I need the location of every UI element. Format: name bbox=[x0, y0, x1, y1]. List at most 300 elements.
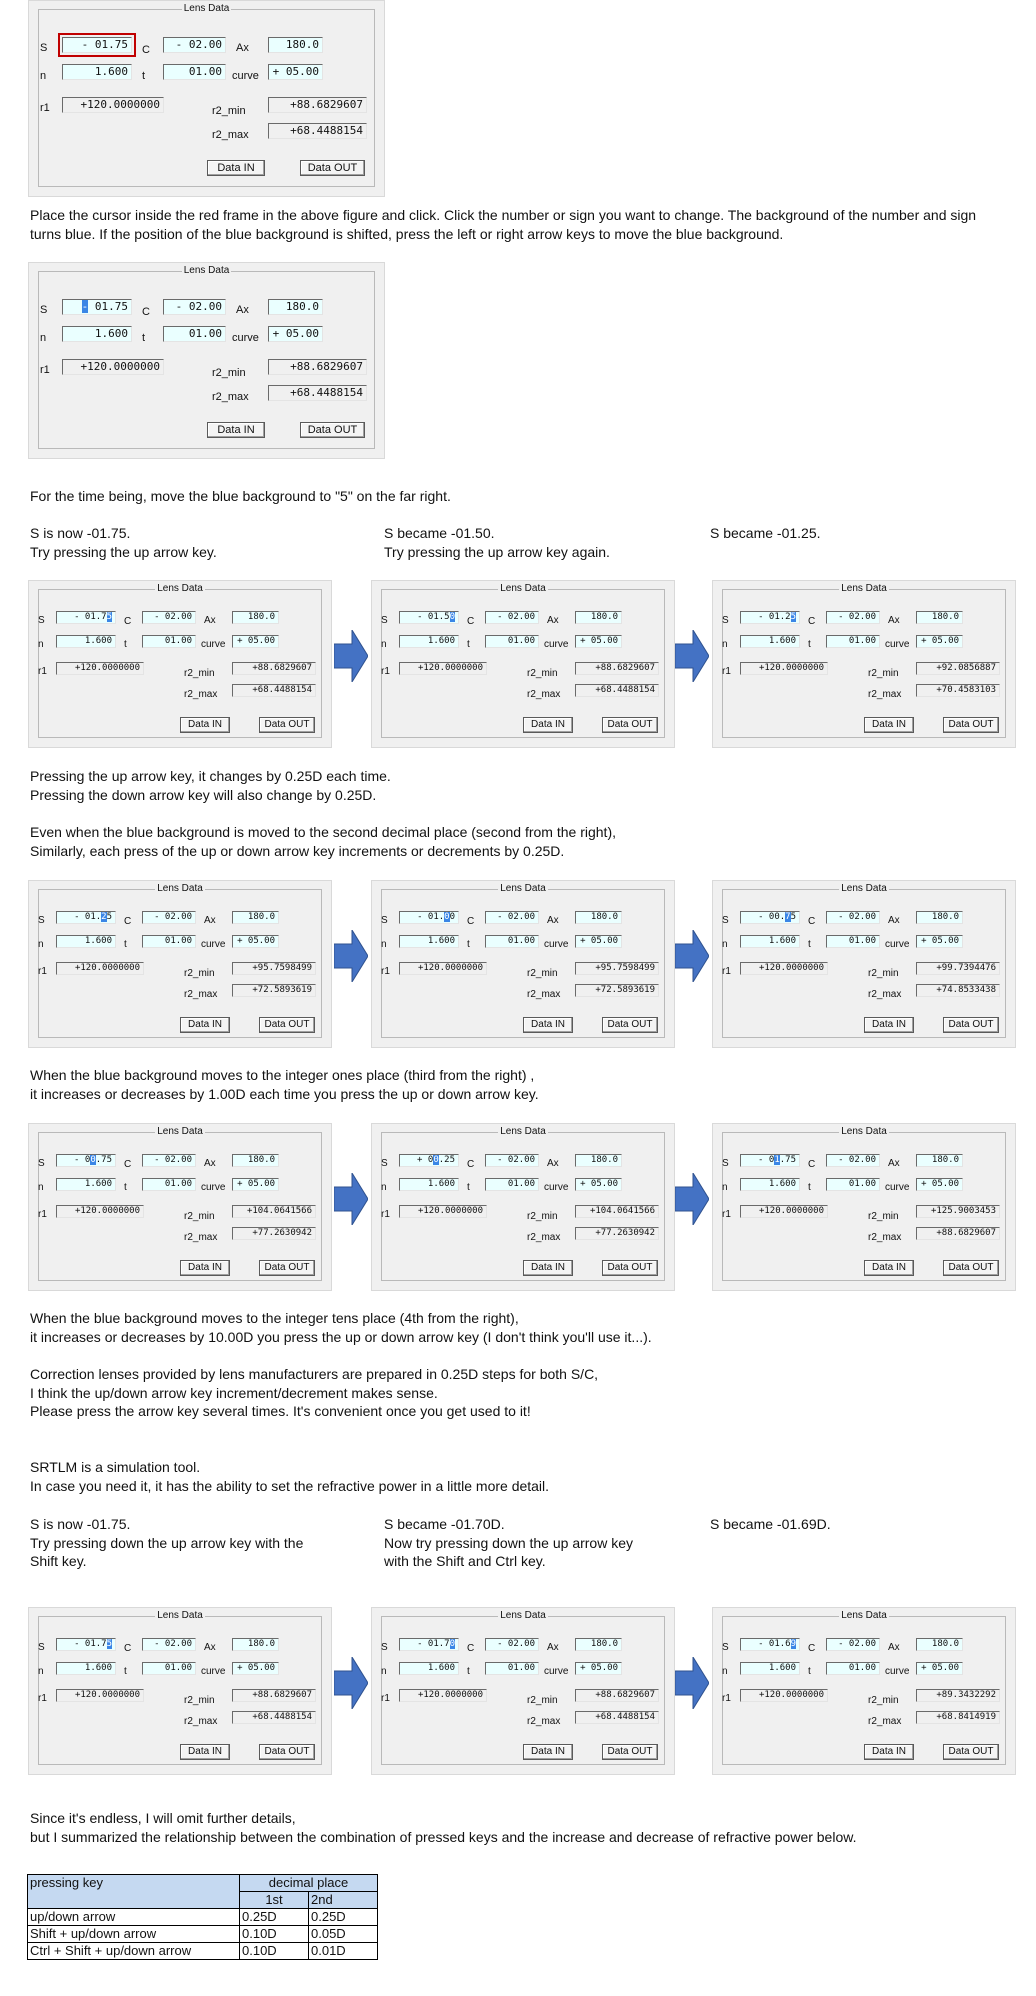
s-input[interactable]: - 01.25 bbox=[56, 911, 116, 924]
t-input[interactable]: 01.00 bbox=[163, 326, 226, 342]
label-s: S bbox=[40, 304, 48, 316]
data-in-button[interactable]: Data IN bbox=[523, 717, 573, 733]
instruction-paragraph: SRTLM is a simulation tool. In case you need it, it has the ability to set the refractive power in a little more detail. bbox=[30, 1459, 550, 1494]
label-c: C bbox=[124, 1643, 132, 1654]
data-out-button[interactable]: Data OUT bbox=[259, 1017, 315, 1033]
cursor-highlight: 0 bbox=[90, 1155, 96, 1165]
step-caption: S is now -01.75. Try pressing down the up arrow key with the Shift key. bbox=[30, 1516, 304, 1569]
cursor-highlight: 0 bbox=[444, 912, 450, 922]
label-r2-max: r2_max bbox=[527, 689, 561, 700]
label-r2-min: r2_min bbox=[868, 1211, 899, 1222]
dialog-title: Lens Data bbox=[157, 583, 203, 594]
label-r1: r1 bbox=[722, 666, 731, 677]
data-in-button[interactable]: Data IN bbox=[180, 1744, 230, 1760]
ax-input[interactable]: 180.0 bbox=[268, 299, 323, 315]
label-n: n bbox=[722, 1182, 728, 1193]
curve-input[interactable]: + 05.00 bbox=[916, 935, 963, 948]
data-in-button[interactable]: Data IN bbox=[864, 1744, 914, 1760]
r2-max-value: +68.4488154 bbox=[268, 385, 367, 401]
t-input[interactable]: 01.00 bbox=[826, 1178, 880, 1191]
n-input[interactable]: 1.600 bbox=[399, 1178, 459, 1191]
label-ax: Ax bbox=[236, 42, 249, 54]
right-arrow-icon bbox=[675, 1657, 709, 1709]
t-input[interactable]: 01.00 bbox=[485, 635, 539, 648]
label-r1: r1 bbox=[38, 1693, 47, 1704]
lens-data-dialog bbox=[371, 1123, 675, 1291]
data-out-button[interactable]: Data OUT bbox=[259, 1260, 315, 1276]
lens-data-dialog bbox=[371, 1607, 675, 1775]
label-r2-min: r2_min bbox=[527, 1695, 558, 1706]
n-input[interactable]: 1.600 bbox=[56, 1662, 116, 1675]
label-r2-min: r2_min bbox=[184, 1211, 215, 1222]
c-input[interactable]: - 02.00 bbox=[142, 1154, 196, 1167]
lens-data-dialog bbox=[28, 1123, 332, 1291]
label-s: S bbox=[381, 1158, 388, 1169]
t-input[interactable]: 01.00 bbox=[163, 64, 226, 80]
ax-input[interactable]: 180.0 bbox=[232, 611, 279, 624]
s-input[interactable]: - 01.75 bbox=[56, 611, 116, 624]
data-in-button[interactable]: Data IN bbox=[523, 1260, 573, 1276]
s-input[interactable]: - 01.70 bbox=[399, 1638, 459, 1651]
dialog-title: Lens Data bbox=[183, 265, 230, 276]
label-s: S bbox=[40, 42, 48, 54]
label-r1: r1 bbox=[381, 966, 390, 977]
t-input[interactable]: 01.00 bbox=[485, 935, 539, 948]
n-input[interactable]: 1.600 bbox=[740, 1178, 800, 1191]
label-ax: Ax bbox=[547, 1158, 559, 1169]
ax-input[interactable]: 180.0 bbox=[268, 37, 323, 53]
c-input[interactable]: - 02.00 bbox=[826, 1638, 880, 1651]
label-ax: Ax bbox=[547, 915, 559, 926]
cursor-highlight: 2 bbox=[101, 912, 107, 922]
step-caption: S became -01.69D. bbox=[710, 1516, 831, 1532]
data-out-button[interactable]: Data OUT bbox=[943, 1017, 999, 1033]
c-input[interactable]: - 02.00 bbox=[142, 611, 196, 624]
label-r1: r1 bbox=[722, 966, 731, 977]
label-c: C bbox=[142, 306, 150, 318]
label-r1: r1 bbox=[381, 666, 390, 677]
ax-input[interactable]: 180.0 bbox=[575, 1154, 622, 1167]
r2-max-value: +74.8533438 bbox=[916, 984, 1000, 997]
r1-value: +120.0000000 bbox=[399, 1689, 487, 1702]
label-c: C bbox=[467, 1159, 475, 1170]
cursor-highlight: 0 bbox=[433, 1155, 439, 1165]
label-c: C bbox=[808, 916, 816, 927]
dialog-title: Lens Data bbox=[183, 3, 230, 14]
header-1st: 1st bbox=[240, 1892, 309, 1909]
n-input[interactable]: 1.600 bbox=[56, 935, 116, 948]
s-input[interactable]: - 01.75 bbox=[62, 37, 132, 53]
instruction-paragraph: When the blue background moves to the integer ones place (third from the right) , it increases or decreases by 1.00D each time you press the up or down arrow key. bbox=[30, 1067, 539, 1102]
ax-input[interactable]: 180.0 bbox=[575, 611, 622, 624]
label-c: C bbox=[808, 1159, 816, 1170]
label-s: S bbox=[722, 1158, 729, 1169]
data-in-button[interactable]: Data IN bbox=[180, 1260, 230, 1276]
label-r2-max: r2_max bbox=[212, 391, 249, 403]
label-c: C bbox=[808, 616, 816, 627]
label-t: t bbox=[808, 939, 811, 950]
step-caption: S became -01.25. bbox=[710, 525, 821, 541]
label-s: S bbox=[722, 1642, 729, 1653]
label-r2-min: r2_min bbox=[212, 367, 246, 379]
label-r2-min: r2_min bbox=[184, 668, 215, 679]
c-input[interactable]: - 02.00 bbox=[485, 611, 539, 624]
r1-value: +120.0000000 bbox=[62, 359, 164, 375]
ax-input[interactable]: 180.0 bbox=[575, 911, 622, 924]
data-in-button[interactable]: Data IN bbox=[207, 160, 265, 176]
n-input[interactable]: 1.600 bbox=[62, 326, 132, 342]
table-cell: 0.10D bbox=[240, 1926, 309, 1943]
dialog-title: Lens Data bbox=[841, 1610, 887, 1621]
label-r1: r1 bbox=[722, 1693, 731, 1704]
curve-input[interactable]: + 05.00 bbox=[232, 635, 279, 648]
label-curve: curve bbox=[544, 1666, 569, 1677]
s-input[interactable]: - 01.50 bbox=[399, 611, 459, 624]
data-out-button[interactable]: Data OUT bbox=[602, 1017, 658, 1033]
curve-input[interactable]: + 05.00 bbox=[575, 935, 622, 948]
r2-max-value: +68.4488154 bbox=[232, 684, 316, 697]
r2-min-value: +92.0856887 bbox=[916, 662, 1000, 675]
label-r2-min: r2_min bbox=[868, 1695, 899, 1706]
s-input[interactable]: - 01.75 bbox=[56, 1638, 116, 1651]
label-curve: curve bbox=[885, 639, 910, 650]
t-input[interactable]: 01.00 bbox=[826, 635, 880, 648]
data-out-button[interactable]: Data OUT bbox=[300, 422, 365, 438]
label-t: t bbox=[808, 1182, 811, 1193]
c-input[interactable]: - 02.00 bbox=[826, 1154, 880, 1167]
instruction-paragraph: Even when the blue background is moved to the second decimal place (second from the right), Similarly, each press of the up or down arrow key increments or decrements by 0.25D. bbox=[30, 824, 616, 859]
label-r2-min: r2_min bbox=[527, 668, 558, 679]
ax-input[interactable]: 180.0 bbox=[916, 1638, 963, 1651]
label-r2-min: r2_min bbox=[212, 105, 246, 117]
label-c: C bbox=[808, 1643, 816, 1654]
r1-value: +120.0000000 bbox=[740, 1205, 828, 1218]
label-curve: curve bbox=[544, 639, 569, 650]
dialog-title: Lens Data bbox=[157, 1610, 203, 1621]
n-input[interactable]: 1.600 bbox=[56, 1178, 116, 1191]
s-input[interactable]: - 01.75 bbox=[740, 1154, 800, 1167]
label-t: t bbox=[467, 1182, 470, 1193]
t-input[interactable]: 01.00 bbox=[142, 635, 196, 648]
lens-data-dialog bbox=[371, 580, 675, 748]
r2-max-value: +77.2630942 bbox=[232, 1227, 316, 1240]
table-cell: 0.25D bbox=[240, 1909, 309, 1926]
label-n: n bbox=[40, 332, 47, 344]
data-out-button[interactable]: Data OUT bbox=[259, 717, 315, 733]
label-r2-min: r2_min bbox=[527, 1211, 558, 1222]
r2-min-value: +95.7598499 bbox=[575, 962, 659, 975]
label-t: t bbox=[467, 639, 470, 650]
r1-value: +120.0000000 bbox=[56, 1689, 144, 1702]
label-s: S bbox=[38, 915, 45, 926]
label-n: n bbox=[722, 639, 728, 650]
c-input[interactable]: - 02.00 bbox=[485, 1154, 539, 1167]
dialog-title: Lens Data bbox=[157, 883, 203, 894]
r1-value: +120.0000000 bbox=[740, 962, 828, 975]
label-t: t bbox=[142, 332, 146, 344]
c-input[interactable]: - 02.00 bbox=[485, 1638, 539, 1651]
dialog-title: Lens Data bbox=[841, 1126, 887, 1137]
t-input[interactable]: 01.00 bbox=[142, 1178, 196, 1191]
label-r2-max: r2_max bbox=[527, 989, 561, 1000]
label-t: t bbox=[124, 1182, 127, 1193]
table-cell: 0.25D bbox=[309, 1909, 378, 1926]
right-arrow-icon bbox=[675, 930, 709, 982]
r2-min-value: +125.9003453 bbox=[916, 1205, 1000, 1218]
data-out-button[interactable]: Data OUT bbox=[602, 717, 658, 733]
n-input[interactable]: 1.600 bbox=[399, 1662, 459, 1675]
instruction-paragraph: Pressing the up arrow key, it changes by 0.25D each time. Pressing the down arrow key will also change by 0.25D. bbox=[30, 768, 391, 803]
r2-min-value: +88.6829607 bbox=[575, 1689, 659, 1702]
label-n: n bbox=[722, 1666, 728, 1677]
label-r1: r1 bbox=[38, 1209, 47, 1220]
r2-max-value: +72.5893619 bbox=[232, 984, 316, 997]
label-n: n bbox=[38, 939, 44, 950]
curve-input[interactable]: + 05.00 bbox=[575, 635, 622, 648]
label-t: t bbox=[467, 1666, 470, 1677]
step-caption: S is now -01.75. Try pressing the up arrow key. bbox=[30, 525, 217, 560]
cursor-highlight: 1 bbox=[774, 1155, 780, 1165]
right-arrow-icon bbox=[675, 1173, 709, 1225]
dialog-title: Lens Data bbox=[841, 883, 887, 894]
r1-value: +120.0000000 bbox=[399, 962, 487, 975]
cursor-highlight: - bbox=[81, 300, 89, 313]
curve-input[interactable]: + 05.00 bbox=[575, 1178, 622, 1191]
label-t: t bbox=[467, 939, 470, 950]
label-s: S bbox=[722, 915, 729, 926]
t-input[interactable]: 01.00 bbox=[142, 1662, 196, 1675]
t-input[interactable]: 01.00 bbox=[485, 1662, 539, 1675]
label-t: t bbox=[124, 1666, 127, 1677]
r2-min-value: +88.6829607 bbox=[232, 662, 316, 675]
ax-input[interactable]: 180.0 bbox=[916, 1154, 963, 1167]
t-input[interactable]: 01.00 bbox=[826, 935, 880, 948]
label-r2-max: r2_max bbox=[868, 1716, 902, 1727]
n-input[interactable]: 1.600 bbox=[740, 1662, 800, 1675]
n-input[interactable]: 1.600 bbox=[740, 635, 800, 648]
label-n: n bbox=[381, 639, 387, 650]
n-input[interactable]: 1.600 bbox=[740, 935, 800, 948]
r2-max-value: +72.5893619 bbox=[575, 984, 659, 997]
data-in-button[interactable]: Data IN bbox=[523, 1744, 573, 1760]
dialog-title: Lens Data bbox=[500, 583, 546, 594]
r2-max-value: +68.4488154 bbox=[268, 123, 367, 139]
n-input[interactable]: 1.600 bbox=[399, 635, 459, 648]
n-input[interactable]: 1.600 bbox=[56, 635, 116, 648]
curve-input[interactable]: + 05.00 bbox=[916, 1662, 963, 1675]
n-input[interactable]: 1.600 bbox=[62, 64, 132, 80]
data-out-button[interactable]: Data OUT bbox=[300, 160, 365, 176]
lens-data-dialog bbox=[712, 1123, 1016, 1291]
table-cell: Shift + up/down arrow bbox=[28, 1926, 240, 1943]
curve-input[interactable]: + 05.00 bbox=[232, 1178, 279, 1191]
data-out-button[interactable]: Data OUT bbox=[943, 1260, 999, 1276]
label-t: t bbox=[124, 939, 127, 950]
label-n: n bbox=[722, 939, 728, 950]
r2-min-value: +95.7598499 bbox=[232, 962, 316, 975]
r1-value: +120.0000000 bbox=[56, 1205, 144, 1218]
label-s: S bbox=[381, 1642, 388, 1653]
s-input[interactable]: - 00.75 bbox=[56, 1154, 116, 1167]
label-r2-min: r2_min bbox=[527, 968, 558, 979]
label-r2-max: r2_max bbox=[184, 989, 218, 1000]
data-out-button[interactable]: Data OUT bbox=[259, 1744, 315, 1760]
right-arrow-icon bbox=[334, 1173, 368, 1225]
s-input[interactable]: - 01.69 bbox=[740, 1638, 800, 1651]
label-r1: r1 bbox=[381, 1209, 390, 1220]
r2-min-value: +104.0641566 bbox=[232, 1205, 316, 1218]
label-n: n bbox=[381, 1182, 387, 1193]
s-input[interactable]: - 01.00 bbox=[399, 911, 459, 924]
c-input[interactable]: - 02.00 bbox=[826, 911, 880, 924]
label-r2-max: r2_max bbox=[212, 129, 249, 141]
label-curve: curve bbox=[232, 70, 259, 82]
label-ax: Ax bbox=[204, 1642, 216, 1653]
s-input[interactable]: - 00.75 bbox=[740, 911, 800, 924]
table-row bbox=[28, 1926, 378, 1943]
r2-max-value: +68.4488154 bbox=[575, 684, 659, 697]
key-increment-table bbox=[27, 1874, 378, 1960]
curve-input[interactable]: + 05.00 bbox=[232, 1662, 279, 1675]
data-in-button[interactable]: Data IN bbox=[180, 717, 230, 733]
r2-min-value: +88.6829607 bbox=[575, 662, 659, 675]
header-2nd: 2nd bbox=[309, 1892, 378, 1909]
dialog-title: Lens Data bbox=[841, 583, 887, 594]
label-r2-max: r2_max bbox=[868, 989, 902, 1000]
ax-input[interactable]: 180.0 bbox=[232, 1638, 279, 1651]
s-input[interactable]: + 00.25 bbox=[399, 1154, 459, 1167]
r1-value: +120.0000000 bbox=[740, 1689, 828, 1702]
label-r1: r1 bbox=[38, 666, 47, 677]
right-arrow-icon bbox=[334, 930, 368, 982]
table-cell: 0.05D bbox=[309, 1926, 378, 1943]
label-ax: Ax bbox=[888, 1642, 900, 1653]
ax-input[interactable]: 180.0 bbox=[232, 1154, 279, 1167]
label-r2-max: r2_max bbox=[184, 1232, 218, 1243]
data-in-button[interactable]: Data IN bbox=[864, 717, 914, 733]
label-ax: Ax bbox=[204, 1158, 216, 1169]
ax-input[interactable]: 180.0 bbox=[916, 611, 963, 624]
lens-data-dialog bbox=[712, 880, 1016, 1048]
label-s: S bbox=[38, 1158, 45, 1169]
label-curve: curve bbox=[201, 939, 226, 950]
lens-data-dialog bbox=[28, 262, 385, 459]
c-input[interactable]: - 02.00 bbox=[142, 911, 196, 924]
n-input[interactable]: 1.600 bbox=[399, 935, 459, 948]
curve-input[interactable]: + 05.00 bbox=[232, 935, 279, 948]
r2-min-value: +88.6829607 bbox=[268, 359, 367, 375]
c-input[interactable]: - 02.00 bbox=[142, 1638, 196, 1651]
label-ax: Ax bbox=[236, 304, 249, 316]
right-arrow-icon bbox=[334, 1657, 368, 1709]
cursor-highlight: 5 bbox=[790, 612, 796, 622]
curve-input[interactable]: + 05.00 bbox=[575, 1662, 622, 1675]
right-arrow-icon bbox=[334, 630, 368, 682]
ax-input[interactable]: 180.0 bbox=[232, 911, 279, 924]
s-input[interactable]: - 01.75 bbox=[62, 299, 132, 315]
label-curve: curve bbox=[885, 939, 910, 950]
label-ax: Ax bbox=[204, 915, 216, 926]
data-in-button[interactable]: Data IN bbox=[523, 1017, 573, 1033]
table-cell: Ctrl + Shift + up/down arrow bbox=[28, 1943, 240, 1960]
right-arrow-icon bbox=[675, 630, 709, 682]
data-out-button[interactable]: Data OUT bbox=[602, 1744, 658, 1760]
t-input[interactable]: 01.00 bbox=[485, 1178, 539, 1191]
r2-max-value: +68.4488154 bbox=[575, 1711, 659, 1724]
label-r2-min: r2_min bbox=[184, 1695, 215, 1706]
data-out-button[interactable]: Data OUT bbox=[602, 1260, 658, 1276]
data-in-button[interactable]: Data IN bbox=[864, 1260, 914, 1276]
label-curve: curve bbox=[544, 939, 569, 950]
instruction-paragraph: When the blue background moves to the integer tens place (4th from the right), it increases or decreases by 10.00D you press the up or down arrow key (I don't think you'll use it...). bbox=[30, 1310, 652, 1345]
data-in-button[interactable]: Data IN bbox=[180, 1017, 230, 1033]
label-n: n bbox=[381, 939, 387, 950]
t-input[interactable]: 01.00 bbox=[826, 1662, 880, 1675]
r1-value: +120.0000000 bbox=[56, 662, 144, 675]
r1-value: +120.0000000 bbox=[62, 97, 164, 113]
lens-data-dialog bbox=[712, 580, 1016, 748]
cursor-highlight: 5 bbox=[106, 1639, 112, 1649]
cursor-highlight: 0 bbox=[449, 612, 455, 622]
label-s: S bbox=[381, 615, 388, 626]
label-ax: Ax bbox=[547, 615, 559, 626]
table-cell: 0.01D bbox=[309, 1943, 378, 1960]
table-row bbox=[28, 1909, 378, 1926]
label-s: S bbox=[38, 1642, 45, 1653]
label-n: n bbox=[381, 1666, 387, 1677]
ax-input[interactable]: 180.0 bbox=[916, 911, 963, 924]
label-ax: Ax bbox=[204, 615, 216, 626]
curve-input[interactable]: + 05.00 bbox=[916, 635, 963, 648]
label-ax: Ax bbox=[888, 915, 900, 926]
label-r2-min: r2_min bbox=[868, 668, 899, 679]
ax-input[interactable]: 180.0 bbox=[575, 1638, 622, 1651]
c-input[interactable]: - 02.00 bbox=[826, 611, 880, 624]
label-r2-min: r2_min bbox=[868, 968, 899, 979]
label-r1: r1 bbox=[722, 1209, 731, 1220]
label-c: C bbox=[467, 616, 475, 627]
instruction-paragraph: For the time being, move the blue background to "5" on the far right. bbox=[30, 488, 451, 504]
r2-max-value: +68.8414919 bbox=[916, 1711, 1000, 1724]
label-r2-max: r2_max bbox=[184, 1716, 218, 1727]
lens-data-dialog bbox=[28, 880, 332, 1048]
c-input[interactable]: - 02.00 bbox=[485, 911, 539, 924]
r2-min-value: +88.6829607 bbox=[268, 97, 367, 113]
dialog-title: Lens Data bbox=[157, 1126, 203, 1137]
data-out-button[interactable]: Data OUT bbox=[943, 717, 999, 733]
data-in-button[interactable]: Data IN bbox=[207, 422, 265, 438]
s-input[interactable]: - 01.25 bbox=[740, 611, 800, 624]
lens-data-dialog bbox=[28, 0, 385, 197]
label-c: C bbox=[467, 916, 475, 927]
t-input[interactable]: 01.00 bbox=[142, 935, 196, 948]
label-curve: curve bbox=[885, 1182, 910, 1193]
cursor-highlight: 9 bbox=[790, 1639, 796, 1649]
r2-max-value: +88.6829607 bbox=[916, 1227, 1000, 1240]
data-out-button[interactable]: Data OUT bbox=[943, 1744, 999, 1760]
curve-input[interactable]: + 05.00 bbox=[268, 326, 323, 342]
c-input[interactable]: - 02.00 bbox=[163, 37, 226, 53]
c-input[interactable]: - 02.00 bbox=[163, 299, 226, 315]
curve-input[interactable]: + 05.00 bbox=[916, 1178, 963, 1191]
table-row bbox=[28, 1943, 378, 1960]
curve-input[interactable]: + 05.00 bbox=[268, 64, 323, 80]
label-r1: r1 bbox=[40, 364, 50, 376]
data-in-button[interactable]: Data IN bbox=[864, 1017, 914, 1033]
dialog-title: Lens Data bbox=[500, 883, 546, 894]
cursor-highlight: 5 bbox=[106, 612, 112, 622]
r2-min-value: +88.6829607 bbox=[232, 1689, 316, 1702]
